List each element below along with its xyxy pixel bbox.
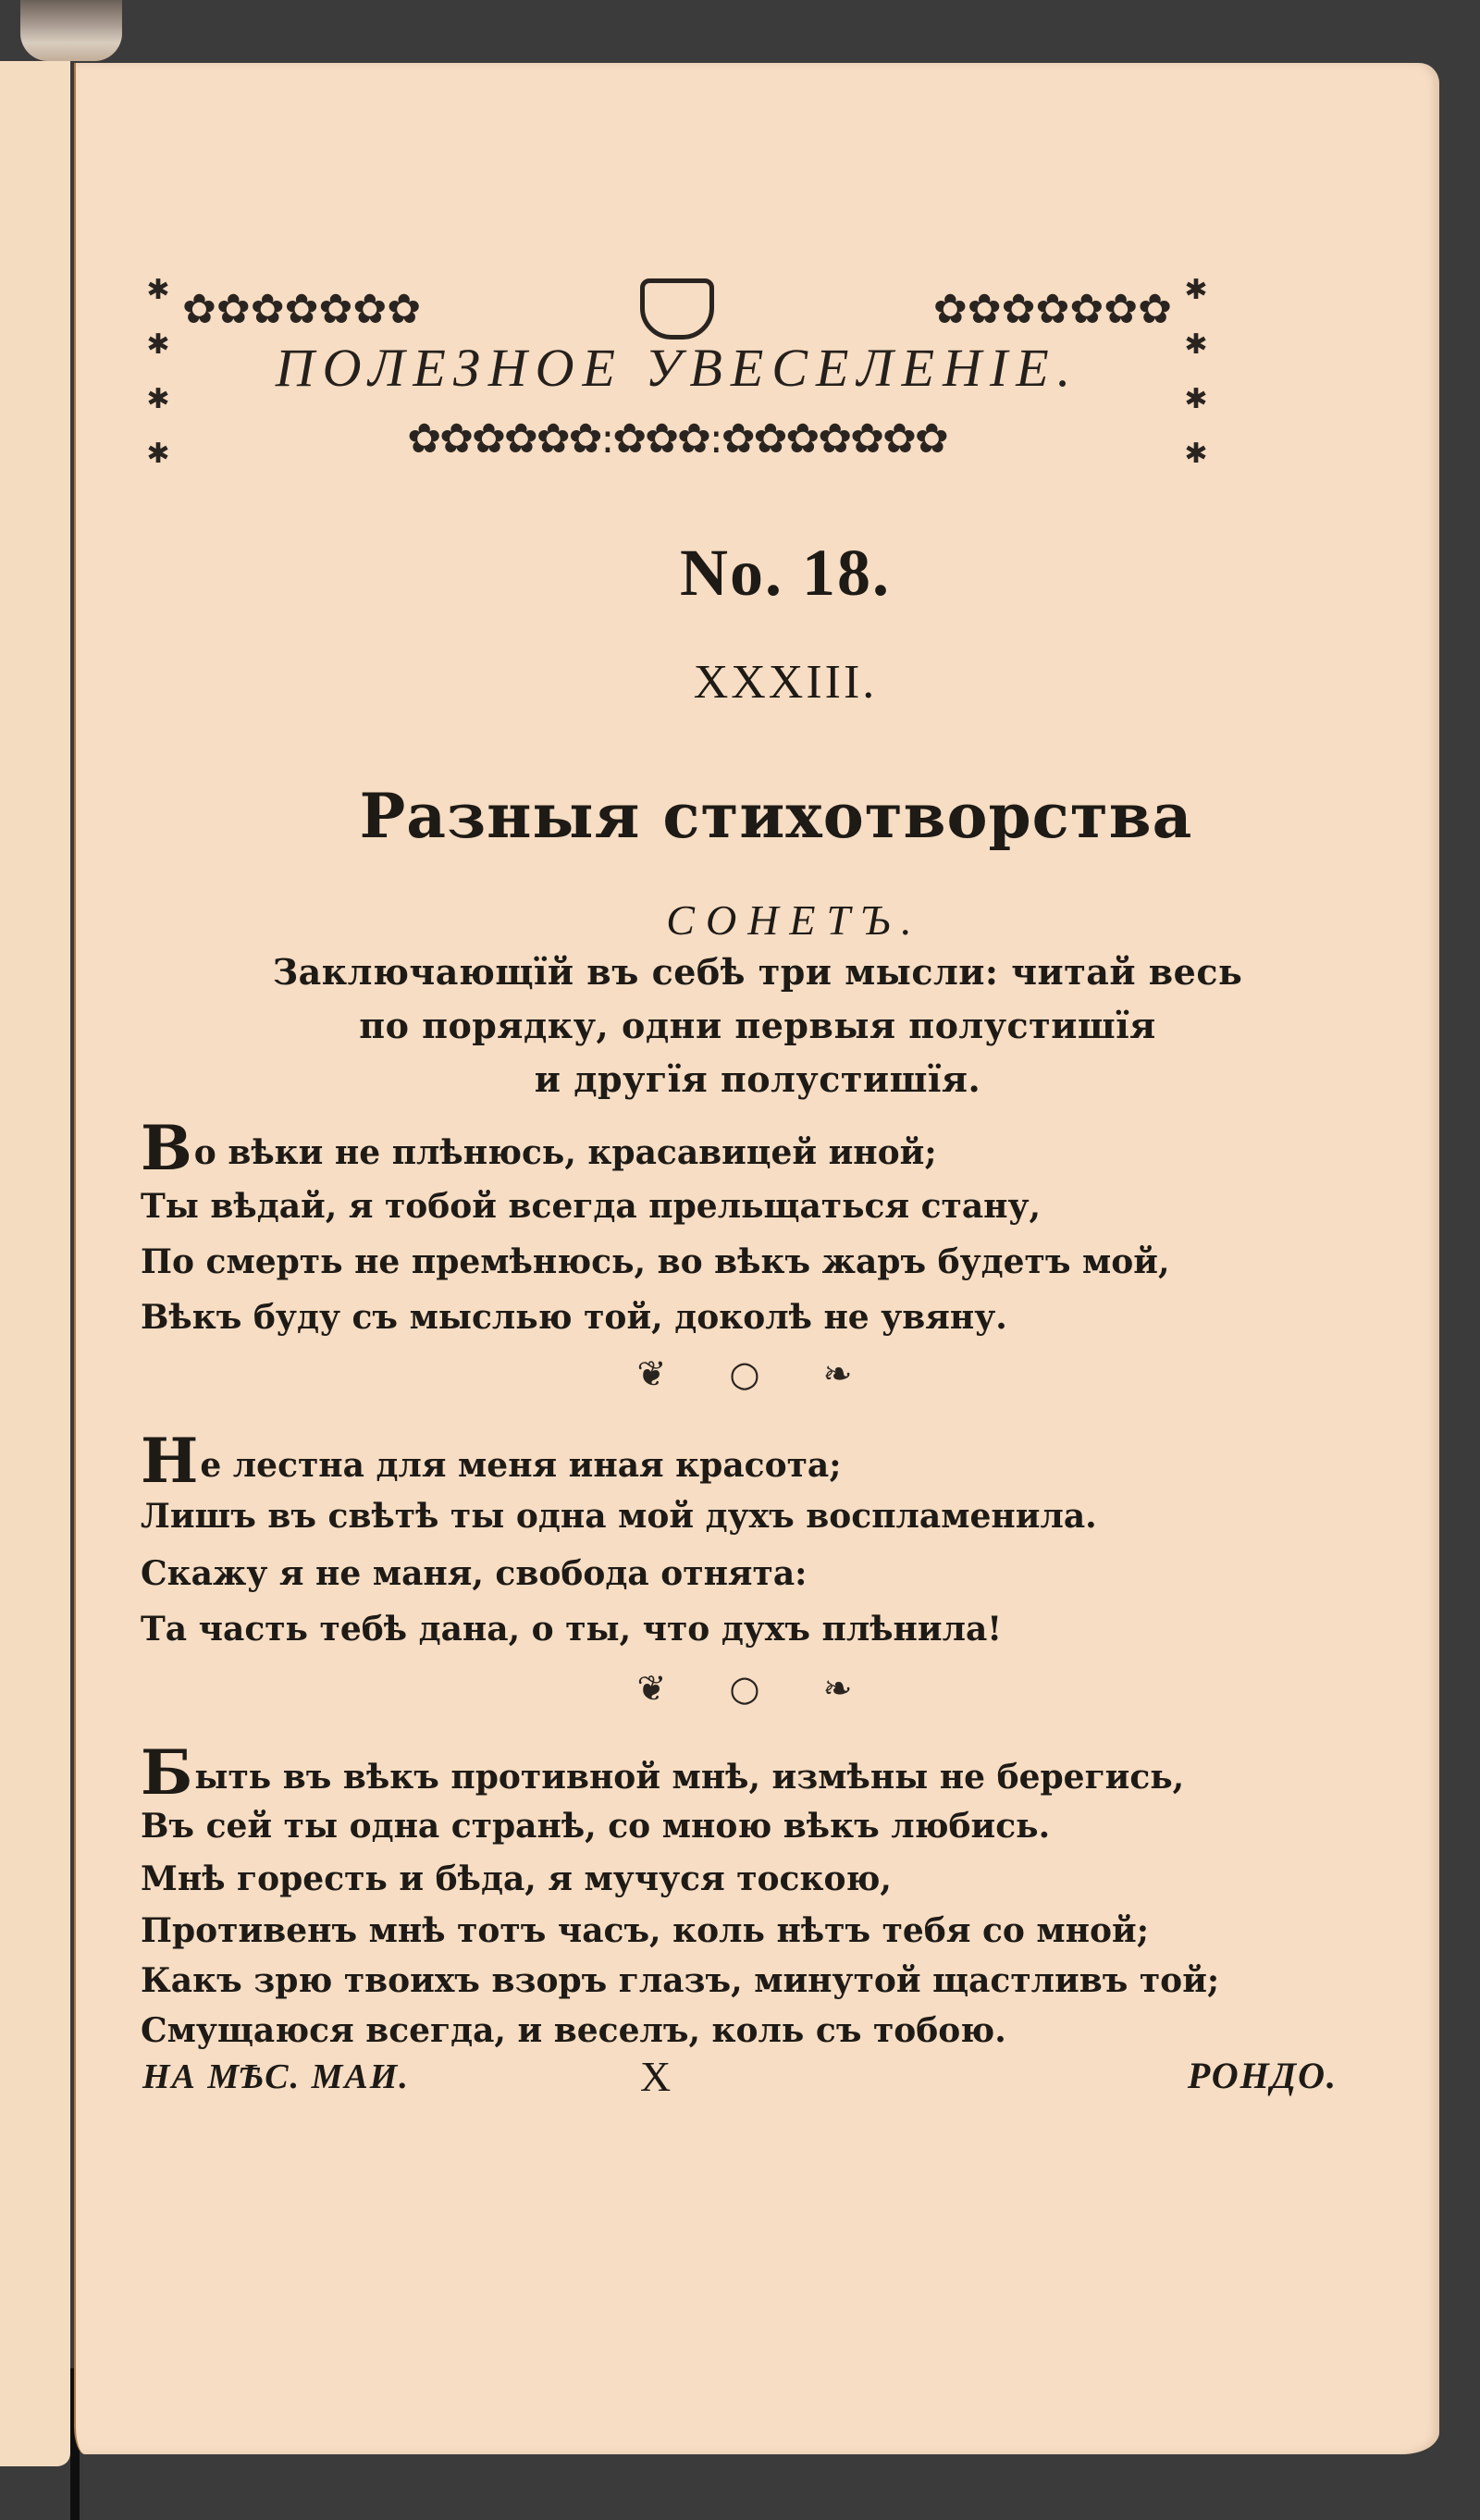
drop-initial: Н bbox=[141, 1425, 199, 1497]
verse-line bbox=[141, 1425, 842, 1497]
header-ornament-frame bbox=[145, 274, 1209, 470]
ornament-star-icon: ✱ bbox=[146, 328, 170, 361]
verse-line: Ты вѣдай, я тобой всегда прельщаться стану, bbox=[141, 1187, 1042, 1226]
verse-line: Въ сей ты одна странѣ, со мною вѣкъ любись. bbox=[141, 1807, 1051, 1846]
ornament-star-icon: ✱ bbox=[146, 438, 170, 470]
ornament-side-right bbox=[1183, 274, 1209, 470]
verse-line: Смущаюся всегда, и веселъ, коль съ тобою. bbox=[141, 2011, 1006, 2050]
poem-subtitle-line: Заключающїй въ себѣ три мысли: читай весь bbox=[272, 951, 1243, 993]
verse-line bbox=[141, 1112, 937, 1184]
verse-line: Та часть тебѣ дана, о ты, что духъ плѣнила! bbox=[141, 1610, 1003, 1649]
section-title: Разныя стихотворства bbox=[359, 780, 1193, 852]
poem-subtitle-line: по порядку, одни первыя полустишїя bbox=[359, 1005, 1156, 1046]
journal-title: ПОЛЕЗНОЕ УВЕСЕЛЕНІЕ. bbox=[275, 338, 1079, 398]
ornament-star-icon: ✱ bbox=[146, 274, 170, 306]
drop-initial: Б bbox=[141, 1736, 193, 1809]
poem-subtitle-line: и другїя полустишїя. bbox=[534, 1058, 981, 1100]
book-clamp bbox=[20, 0, 122, 61]
verse-line: Лишъ въ свѣтѣ ты одна мой духъ воспламенила. bbox=[141, 1497, 1097, 1536]
footer-month-label: НА МѢС. МАИ. bbox=[142, 2057, 410, 2096]
verse-text: ыть въ вѣкъ противной мнѣ, измѣны не берегись, bbox=[194, 1758, 1185, 1797]
ornament-star-icon: ✱ bbox=[1184, 274, 1208, 306]
poem-type-heading: СОНЕТЪ. bbox=[666, 896, 923, 944]
verse-line bbox=[141, 1736, 1185, 1809]
signature-mark: X bbox=[640, 2053, 672, 2100]
flower-border-icon: ✿✿✿✿✿✿✿ bbox=[932, 285, 1172, 333]
book-page bbox=[74, 63, 1439, 2454]
verse-line: Мнѣ горесть и бѣда, я мучуся тоскою, bbox=[141, 1859, 892, 1898]
verse-line: По смерть не премѣнюсь, во вѣкъ жаръ будетъ мой, bbox=[141, 1242, 1170, 1281]
cherub-head-icon bbox=[640, 278, 714, 340]
article-number: XXXIII. bbox=[693, 656, 878, 709]
flower-border-icon: ✿✿✿✿✿✿:✿✿✿:✿✿✿✿✿✿✿ bbox=[407, 414, 947, 463]
flower-border-icon: ✿✿✿✿✿✿✿ bbox=[182, 285, 422, 333]
previous-page-edge bbox=[0, 61, 70, 2466]
stanza-separator-icon: ❦ ○ ❧ bbox=[636, 1668, 879, 1709]
stanza-separator-icon: ❦ ○ ❧ bbox=[636, 1353, 879, 1394]
catchword: РОНДО. bbox=[1187, 2055, 1338, 2096]
ornament-star-icon: ✱ bbox=[1184, 328, 1208, 361]
verse-line: Вѣкъ буду съ мыслью той, доколѣ не увяну. bbox=[141, 1298, 1007, 1337]
ornament-star-icon: ✱ bbox=[1184, 438, 1208, 470]
verse-line: Противенъ мнѣ тотъ часъ, коль нѣтъ тебя со мной; bbox=[141, 1911, 1150, 1950]
issue-number: No. 18. bbox=[680, 536, 891, 610]
verse-text: е лестна для меня иная красота; bbox=[200, 1446, 842, 1485]
drop-initial: В bbox=[141, 1112, 192, 1184]
ornament-row-top bbox=[182, 281, 1172, 337]
verse-line: Скажу я не маня, свобода отнята: bbox=[141, 1554, 808, 1593]
ornament-star-icon: ✱ bbox=[1184, 383, 1208, 415]
verse-line: Какъ зрю твоихъ взоръ глазъ, минутой щастливъ той; bbox=[141, 1961, 1220, 2000]
ornament-star-icon: ✱ bbox=[146, 383, 170, 415]
ornament-row-bottom bbox=[182, 411, 1172, 466]
verse-text: о вѣки не плѣнюсь, красавицей иной; bbox=[193, 1133, 937, 1172]
